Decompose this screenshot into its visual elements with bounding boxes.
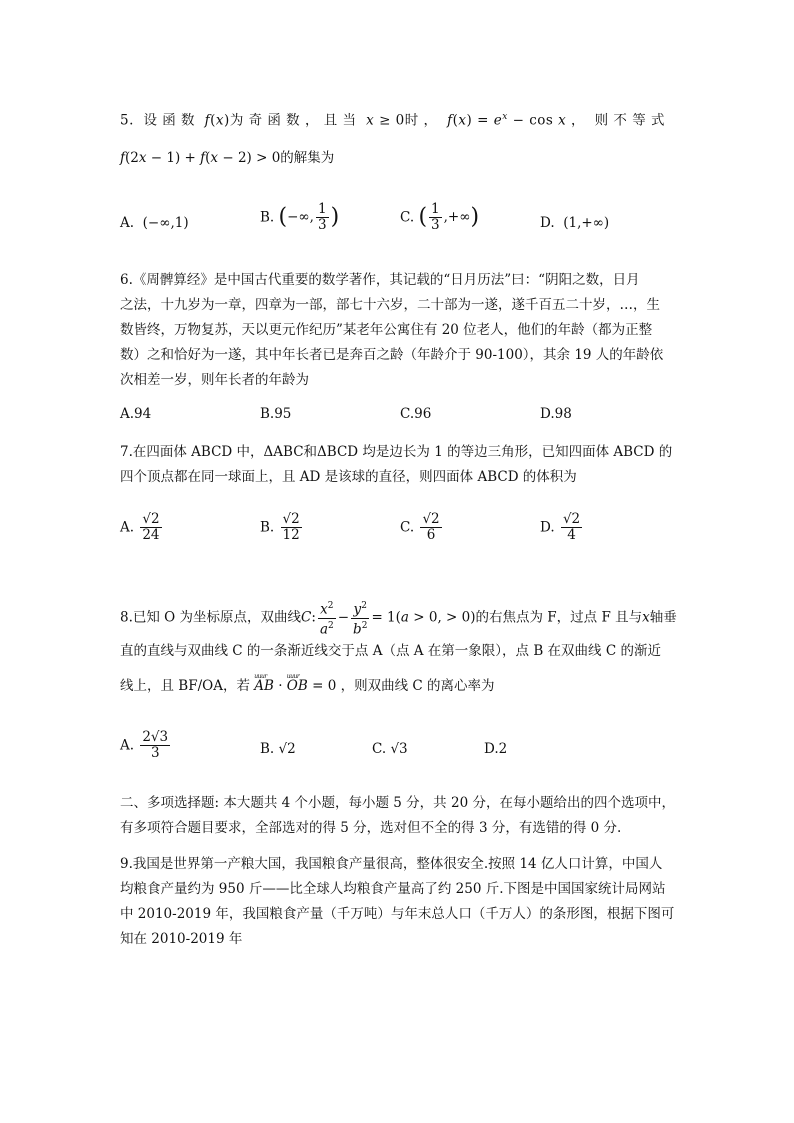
option-label: A. bbox=[120, 737, 135, 754]
option-text: 95 bbox=[274, 406, 292, 422]
fraction-numerator: 2√3 bbox=[142, 729, 169, 745]
q9-line-1: 9.我国是世界第一产粮大国，我国粮食产量很高，整体很安全.按照 14 亿人口计算，中国人 bbox=[120, 856, 663, 872]
q7-line-2: 四个顶点都在同一球面上，且 AD 是该球的直径，则四面体 ABCD 的体积为 bbox=[120, 469, 577, 485]
option-label: C. bbox=[400, 209, 415, 226]
q7-option-c[interactable] bbox=[400, 512, 444, 543]
section2-line-2: 有多项符合题目要求，全部选对的得 5 分，选对但不全的得 3 分，有选错的得 0 分. bbox=[120, 820, 622, 836]
option-label: D. bbox=[540, 215, 555, 231]
option-text: 98 bbox=[554, 406, 572, 422]
q7-option-d[interactable] bbox=[540, 512, 584, 543]
q8-option-d[interactable] bbox=[484, 740, 507, 758]
option-label: C. bbox=[400, 406, 415, 422]
option-label: D. bbox=[484, 741, 499, 757]
option-text: √2 bbox=[278, 741, 296, 757]
q5-stem-line2: f(2x − 1) + f(x − 2) > 0的解集为 bbox=[120, 150, 335, 166]
q8-option-c[interactable] bbox=[372, 740, 408, 758]
option-label: D. bbox=[540, 406, 555, 422]
option-label: B. bbox=[260, 209, 275, 226]
fraction-denominator: 6 bbox=[426, 527, 436, 543]
fraction-denominator: 4 bbox=[567, 527, 576, 543]
q9-line-2: 均粮食产量约为 950 斤——比全球人均粮食产量高了约 250 斤.下图是中国国家统计局网站 bbox=[120, 881, 666, 897]
fraction-numerator: √2 bbox=[562, 511, 581, 527]
q9-line-4: 知在 2010-2019 年 bbox=[120, 931, 243, 947]
q7-option-a[interactable] bbox=[120, 512, 164, 543]
q5-option-a[interactable]: A. (−∞,1) bbox=[120, 215, 189, 231]
option-text: 2 bbox=[498, 741, 508, 757]
q6-line-3: 数皆终，万物复苏，天以更元作纪历”某老年公寓住有 20 位老人，他们的年龄（都为正整 bbox=[120, 322, 653, 338]
q8-line-3: 线上，且 BF/OA，若 uuur AB · uuur OB = 0 ，则双曲线 C 的离心率为 bbox=[120, 677, 494, 695]
q7-line-1: 7.在四面体 ABCD 中，ΔABC和ΔBCD 均是边长为 1 的等边三角形，已知四面体 ABCD 的 bbox=[120, 444, 673, 460]
option-label: A. bbox=[120, 519, 135, 536]
q6-line-2: 之法，十九岁为一章，四章为一部，部七十六岁，二十部为一遂，遂千百五二十岁，…，生 bbox=[120, 297, 660, 313]
q5-option-c[interactable]: C. ( $\frac{1}{3}$ ,+∞) bbox=[400, 201, 480, 233]
option-text: 94 bbox=[134, 406, 152, 422]
q9-line-3: 中 2010-2019 年，我国粮食产量（千万吨）与年末总人口（千万人）的条形图，根据下图可 bbox=[120, 906, 675, 922]
fraction-numerator: √2 bbox=[282, 511, 300, 527]
fraction-denominator: 24 bbox=[142, 527, 160, 543]
option-label: A. bbox=[120, 406, 135, 422]
fraction-numerator: √2 bbox=[422, 511, 440, 527]
fraction-numerator: √2 bbox=[142, 511, 160, 527]
q6-line-1: 6.《周髀算经》是中国古代重要的数学著作，其记载的“日月历法”曰：“阴阳之数，日月 bbox=[120, 272, 640, 288]
q8-option-b[interactable] bbox=[260, 740, 296, 758]
q6-option-d[interactable] bbox=[540, 405, 572, 423]
option-label: B. bbox=[260, 741, 275, 757]
q8-option-a[interactable] bbox=[120, 730, 172, 761]
option-label: D. bbox=[540, 519, 555, 536]
q6-line-4: 数）之和恰好为一遂，其中年长者已是奔百之龄（年龄介于 90-100），其余 19 人的年龄依 bbox=[120, 347, 664, 363]
option-label: A. bbox=[120, 215, 135, 231]
section2-line-1: 二、多项选择题: 本大题共 4 个小题，每小题 5 分，共 20 分，在每小题给出的四个选项中， bbox=[120, 795, 675, 811]
option-label: B. bbox=[260, 406, 275, 422]
q7-option-b[interactable] bbox=[260, 512, 304, 543]
q8-line-1: 8.已知 O 为坐标原点，双曲线C: $\frac{x^2}{a^2}$ − $\frac{y^2}{b^2}$ = 1(a > 0, > 0)的右焦点为 F，过点 F 且与x轴垂 bbox=[120, 601, 677, 637]
option-label: C. bbox=[400, 519, 415, 536]
fraction-denominator: 12 bbox=[282, 527, 300, 543]
fraction-denominator: 3 bbox=[150, 745, 160, 761]
q5-stem: 5. 设 函 数 f(x)为 奇 函 数 ， 且 当 x ≥ 0时 ， $f(x) = e^x - \cos x$ ， 则 不 等 式 bbox=[120, 112, 665, 129]
option-label: C. bbox=[372, 741, 387, 757]
option-label: B. bbox=[260, 519, 275, 536]
q5-option-d[interactable]: D. (1,+∞) bbox=[540, 215, 610, 231]
q8-line-2: 直的直线与双曲线 C 的一条渐近线交于点 A（点 A 在第一象限），点 B 在双曲线 C 的渐近 bbox=[120, 643, 661, 659]
option-text: 96 bbox=[414, 406, 432, 422]
option-text: √3 bbox=[390, 741, 408, 757]
q6-option-c[interactable] bbox=[400, 405, 431, 423]
q5-option-b[interactable]: B. (−∞, $\frac{1}{3}$ ) bbox=[260, 201, 340, 233]
q6-line-5: 次相差一岁，则年长者的年龄为 bbox=[120, 372, 309, 388]
q6-option-a[interactable] bbox=[120, 405, 151, 423]
q6-option-b[interactable] bbox=[260, 405, 291, 423]
